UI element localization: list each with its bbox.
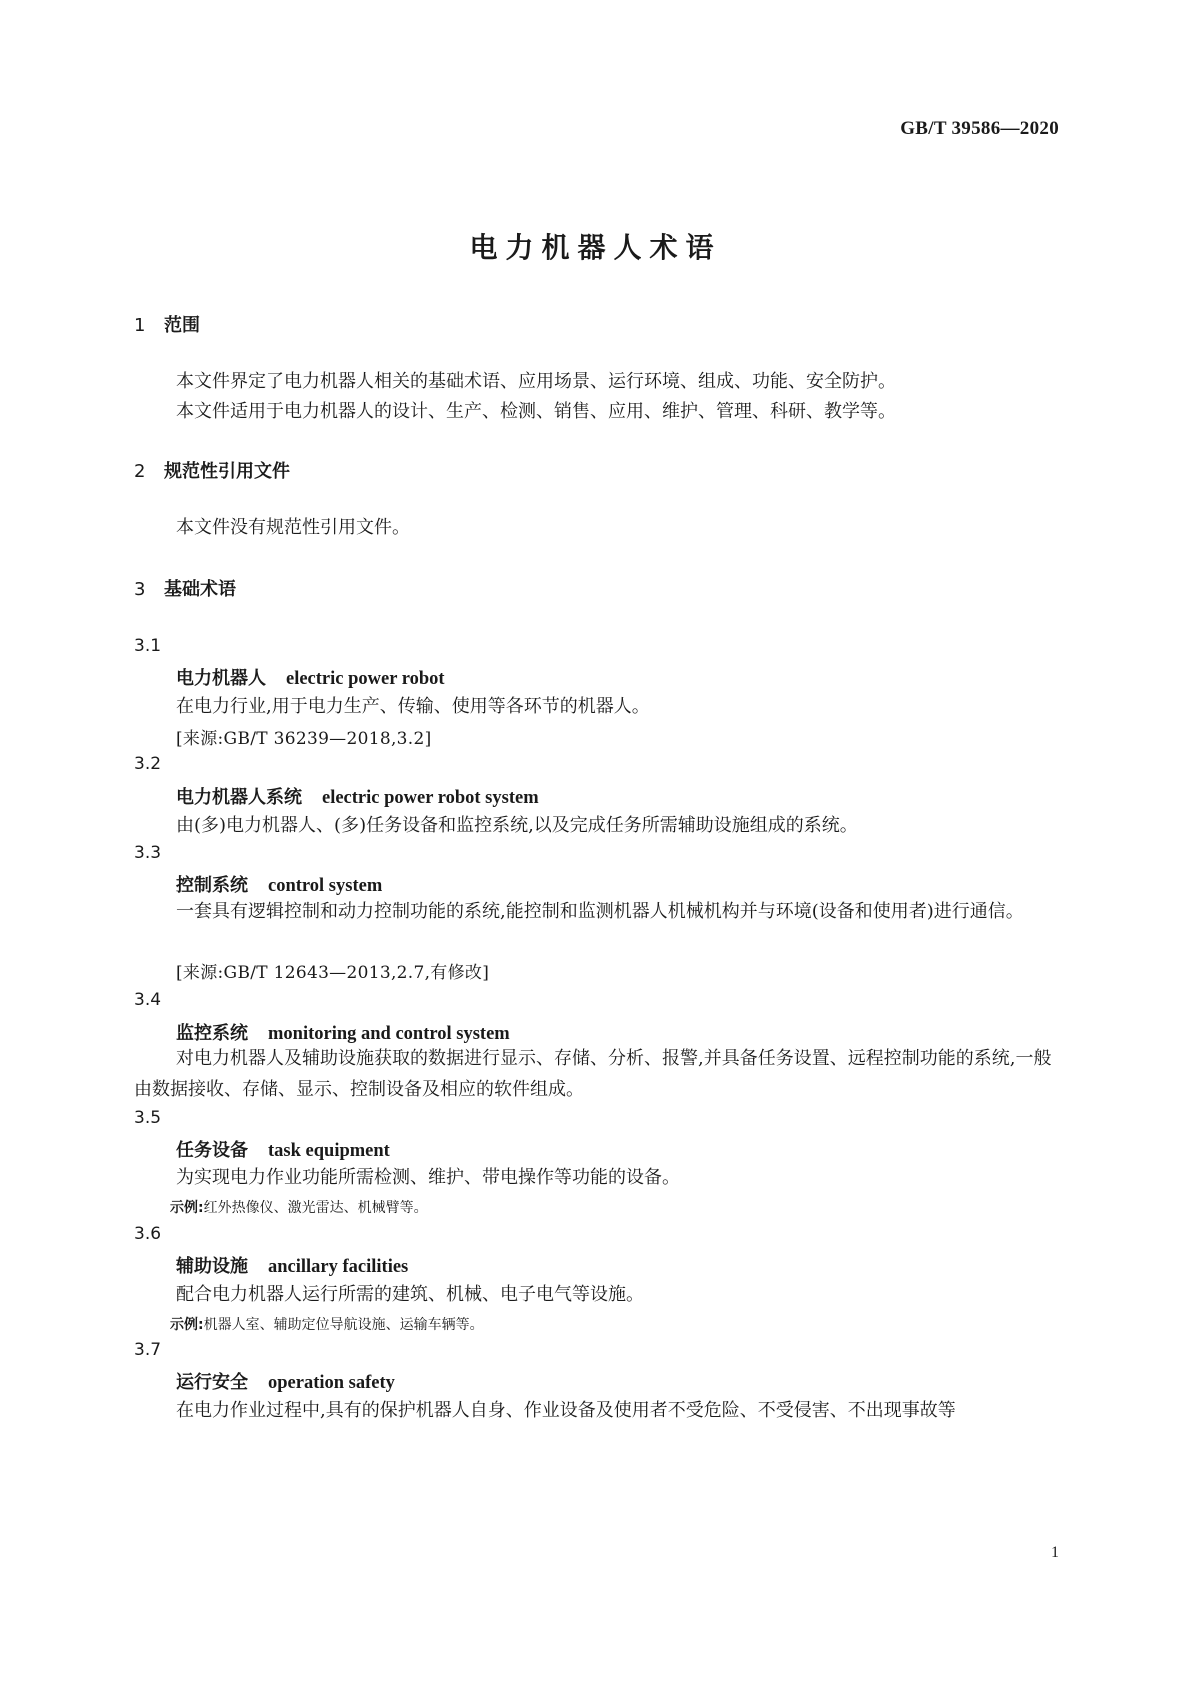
term-number: 3.7 (134, 1340, 162, 1360)
term-en: control system (268, 876, 383, 896)
paragraph: 本文件没有规范性引用文件。 (176, 517, 410, 538)
document-title: 电力机器人术语 (469, 231, 722, 264)
term-heading (176, 783, 539, 809)
term-heading (176, 1136, 390, 1162)
section-title: 范围 (164, 315, 200, 336)
term-source: [来源:GB/T 36239—2018,3.2] (176, 729, 432, 749)
term-definition: 在电力行业,用于电力生产、传输、使用等各环节的机器人。 (176, 696, 650, 717)
term-heading (176, 871, 382, 897)
term-en: operation safety (268, 1373, 395, 1393)
term-number: 3.1 (134, 636, 162, 656)
section-number: 3 (134, 579, 146, 600)
term-source: [来源:GB/T 12643—2013,2.7,有修改] (176, 963, 490, 983)
term-zh: 控制系统 (176, 875, 248, 896)
term-definition: 配合电力机器人运行所需的建筑、机械、电子电气等设施。 (176, 1284, 644, 1305)
term-number: 3.3 (134, 843, 162, 863)
term-definition: 由(多)电力机器人、(多)任务设备和监控系统,以及完成任务所需辅助设施组成的系统。 (176, 815, 858, 836)
standard-code: GB/T 39586—2020 (900, 118, 1059, 139)
term-en: task equipment (268, 1141, 390, 1161)
term-number: 3.6 (134, 1224, 162, 1244)
term-en: electric power robot (286, 669, 445, 689)
page-number: 1 (1051, 1544, 1059, 1561)
term-zh: 运行安全 (176, 1372, 248, 1393)
term-en: ancillary facilities (268, 1257, 409, 1277)
section-heading-normative-references (134, 457, 290, 483)
term-number: 3.4 (134, 990, 162, 1010)
term-en: electric power robot system (322, 788, 539, 808)
term-heading (176, 664, 445, 690)
term-zh: 监控系统 (176, 1023, 248, 1044)
term-zh: 任务设备 (176, 1140, 248, 1161)
term-heading (176, 1368, 395, 1394)
section-title: 基础术语 (164, 579, 236, 600)
example-text: 机器人室、辅助定位导航设施、运输车辆等。 (203, 1317, 484, 1333)
term-example (170, 1314, 484, 1334)
term-definition: 为实现电力作业功能所需检测、维护、带电操作等功能的设备。 (176, 1167, 680, 1188)
term-heading (176, 1252, 408, 1278)
paragraph: 本文件适用于电力机器人的设计、生产、检测、销售、应用、维护、管理、科研、教学等。 (176, 401, 896, 422)
section-heading-scope (134, 311, 200, 337)
term-en: monitoring and control system (268, 1024, 510, 1044)
term-zh: 电力机器人 (176, 668, 266, 689)
term-zh: 电力机器人系统 (176, 787, 302, 808)
term-definition: 对电力机器人及辅助设施获取的数据进行显示、存储、分析、报警,并具备任务设置、远程控制功能的系统,一般由数据接收、存储、显示、控制设备及相应的软件组成。 (134, 1048, 1052, 1100)
section-number: 2 (134, 461, 146, 482)
term-definition: 在电力作业过程中,具有的保护机器人自身、作业设备及使用者不受危险、不受侵害、不出现事故等 (176, 1400, 956, 1421)
section-heading-basic-terms (134, 575, 236, 601)
example-label: 示例: (170, 1200, 204, 1216)
term-number: 3.5 (134, 1108, 162, 1128)
term-definition: 一套具有逻辑控制和动力控制功能的系统,能控制和监测机器人机械机构并与环境(设备和使用者)进行通信。 (176, 901, 1024, 922)
term-example (170, 1197, 428, 1217)
example-text: 红外热像仪、激光雷达、机械臂等。 (203, 1200, 428, 1216)
term-heading (176, 1019, 510, 1045)
section-title: 规范性引用文件 (164, 461, 290, 482)
example-label: 示例: (170, 1317, 204, 1333)
section-number: 1 (134, 315, 146, 336)
term-number: 3.2 (134, 754, 162, 774)
paragraph: 本文件界定了电力机器人相关的基础术语、应用场景、运行环境、组成、功能、安全防护。 (176, 371, 896, 392)
term-zh: 辅助设施 (176, 1256, 248, 1277)
